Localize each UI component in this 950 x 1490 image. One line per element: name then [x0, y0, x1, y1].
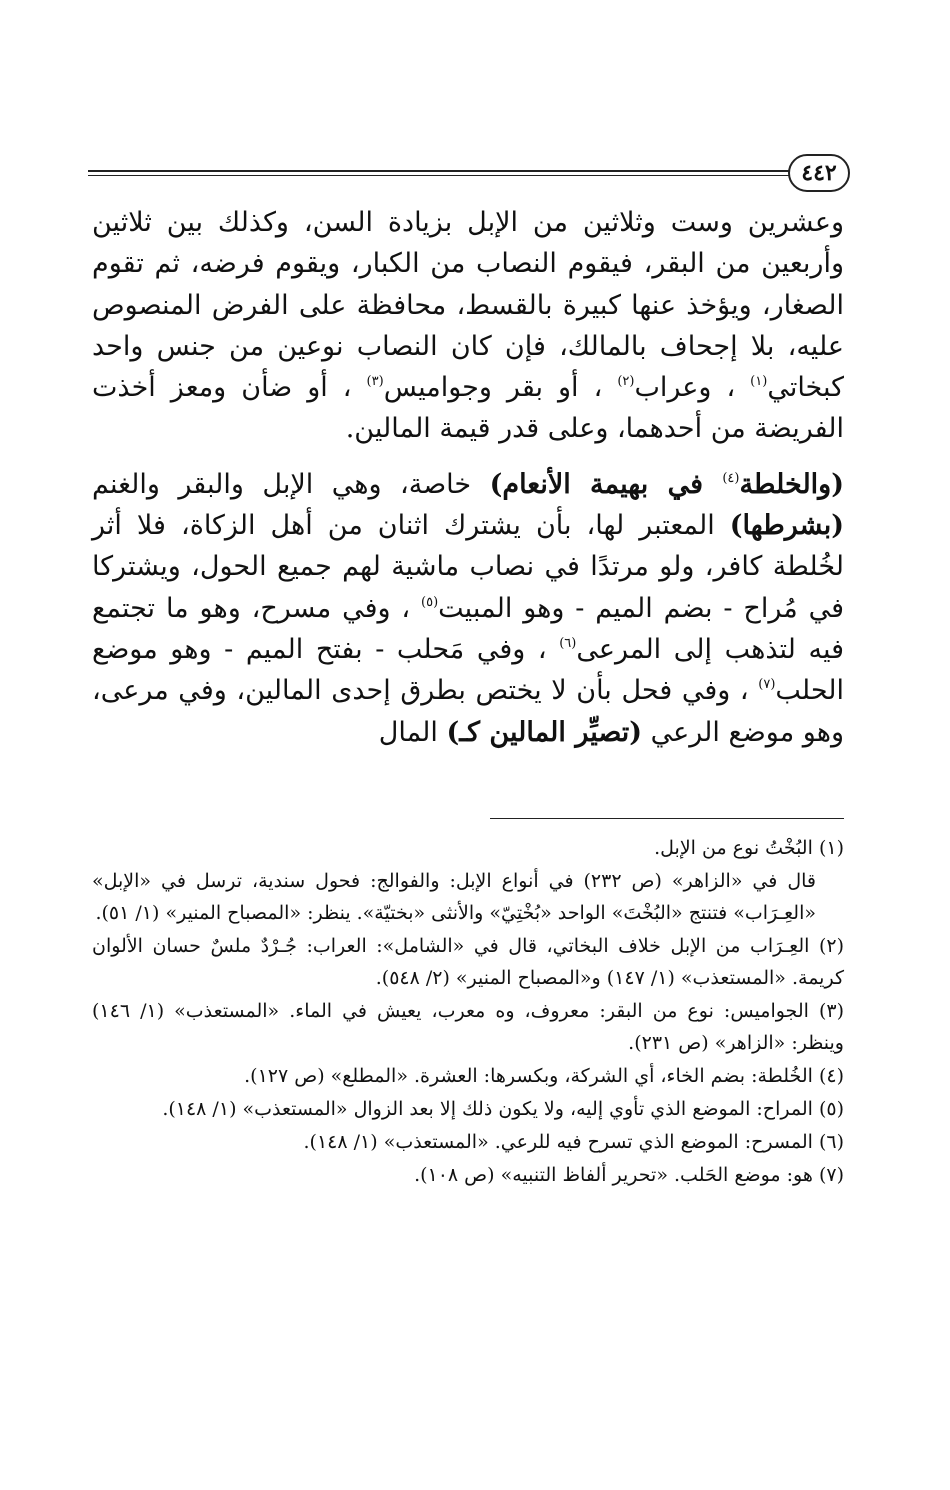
footnotes [92, 832, 844, 1192]
footnote-3 [92, 995, 844, 1059]
footnote-number: (٧) [818, 1164, 844, 1186]
footnote-ref-4[interactable]: (٤) [722, 470, 740, 486]
text-run: ، وفي فحل بأن لا يختص بطرق إحدى المالين، وفي مرعى، وهو موضع الرعي [92, 675, 844, 748]
footnote-4 [92, 1060, 844, 1092]
text-run: ، أو بقر وجواميس [383, 372, 618, 404]
footnote-ref-3[interactable]: (٣) [366, 374, 384, 390]
text-run: ، وعراب [634, 372, 751, 404]
footnote-ref-1[interactable]: (١) [750, 374, 768, 390]
header-rule-thin [88, 175, 798, 176]
footnote-text: البُخْتُ نوع من الإبل. [654, 837, 813, 859]
main-text [92, 202, 844, 753]
footnote-text: الخُلطة: بضم الخاء، أي الشركة، وبكسرها: العشرة. «المطلع» (ص ١٢٧). [244, 1065, 813, 1087]
footnote-number: (٤) [818, 1065, 844, 1087]
footnote-ref-6[interactable]: (٦) [559, 635, 577, 651]
footnote-7 [92, 1159, 844, 1191]
bold-matn: (بشرطها) [729, 510, 844, 542]
footnote-ref-2[interactable]: (٢) [617, 374, 635, 390]
text-run: المعتبر لها، بأن يشترك اثنان من أهل الزكاة، فلا أثر لخُلطة كافر، ولو مرتدًا في نصاب ماشية لهم جميع الحول، ويشتركا في مُراح - بضم الميم - وهو المبيت [92, 510, 845, 624]
footnote-separator [490, 818, 844, 819]
footnote-text: الجواميس: نوع من البقر: معروف، وه معرب، يعيش في الماء. «المستعذب» (١/ ١٤٦) وينظر: «الزاهر» (ص ٢٣١). [92, 1000, 844, 1054]
footnote-1 [92, 832, 844, 864]
paragraph-1 [92, 202, 844, 450]
footnote-2 [92, 930, 844, 994]
footnote-text: قال في «الزاهر» (ص ٢٣٢) في أنواع الإبل: والفوالج: فحول سندية، ترسل في «الإبل» «العِـرَاب» فتنتج «البُخْتَ» الواحد «بُخْتِيّ» والأنثى «بختيّة». ينظر: «المصباح المنير» (١/ ٥١). [92, 870, 816, 924]
footnote-number: (١) [818, 837, 844, 859]
footnote-ref-5[interactable]: (٥) [421, 594, 439, 610]
text-run: خاصة، وهي الإبل والبقر والغنم [92, 468, 490, 500]
footnote-number: (٢) [818, 935, 845, 957]
bold-matn: (والخلطة [739, 468, 844, 500]
footnote-number: (٣) [818, 1000, 844, 1022]
footnote-number: (٦) [818, 1131, 844, 1153]
footnote-1-continuation [92, 865, 844, 929]
footnote-text: هو: موضع الحَلب. «تحرير ألفاظ التنبيه» (ص ١٠٨). [414, 1164, 813, 1186]
page-header [88, 152, 850, 196]
page-number: ٤٤٢ [788, 154, 850, 192]
text-run: ، وفي مسرح، وهو ما تجتمع فيه لتذهب إلى المرعى [92, 592, 844, 665]
footnote-text: المسرح: الموضع الذي تسرح فيه للرعي. «المستعذب» (١/ ١٤٨). [303, 1131, 813, 1153]
header-rule [88, 170, 798, 172]
footnote-text: المراح: الموضع الذي تأوي إليه، ولا يكون ذلك إلا بعد الزوال «المستعذب» (١/ ١٤٨). [162, 1098, 813, 1120]
paragraph-2 [92, 464, 844, 753]
text-run: وعشرين وست وثلاثين من الإبل بزيادة السن، وكذلك بين ثلاثين وأربعين من البقر، فيقوم النصاب من الكبار، ويقوم فرضه، ثم تقوم الصغار، ويؤخذ عنها كبيرة بالقسط، محافظة على الفرض المنصوص عليه، بلا إجحاف بالمالك، فإن كان النصاب نوعين من جنس واحد كبخاتي [92, 207, 844, 404]
text-run: المال [378, 716, 447, 748]
footnote-ref-7[interactable]: (٧) [758, 677, 776, 693]
bold-matn: في بهيمة الأنعام) [489, 468, 723, 500]
footnote-6 [92, 1126, 844, 1158]
text-run: ، أو ضأن ومعز أخذت الفريضة من أحدهما، وعلى قدر قيمة المالين. [92, 372, 844, 445]
footnote-text: العِـرَاب من الإبل خلاف البخاتي، قال في «الشامل»: العراب: جُـرْدٌ ملسٌ حسان الألوان كريمة. «المستعذب» (١/ ١٤٧) و«المصباح المنير» (٢/ ٥٤٨). [92, 935, 844, 989]
text-run: ، وفي مَحلب - بفتح الميم - وهو موضع الحلب [92, 633, 844, 707]
footnote-5 [92, 1093, 844, 1125]
bold-matn: (تصيِّر المالين كـ) [446, 716, 643, 748]
footnote-number: (٥) [818, 1098, 844, 1120]
